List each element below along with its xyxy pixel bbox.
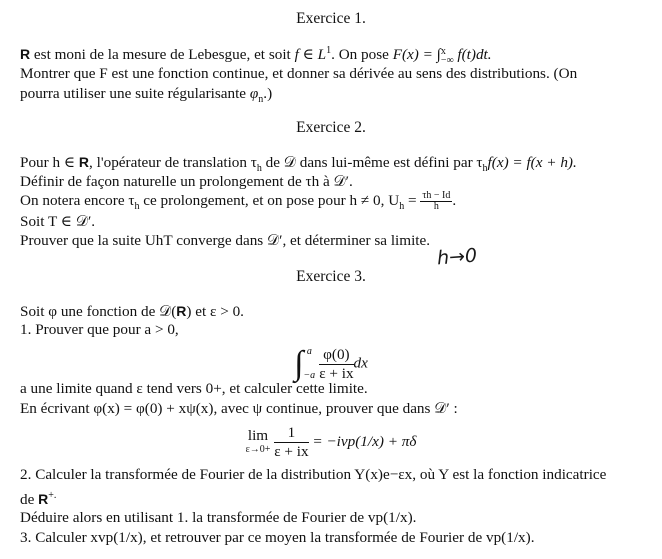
reals-symbol: R — [78, 154, 90, 170]
exercise-3-line-1: Soit φ une fonction de 𝒟(R) et ε > 0. — [20, 303, 244, 320]
integral-sign: ∫ — [294, 345, 304, 382]
exercise-3-title: Exercice 3. — [296, 268, 366, 285]
exercise-2-line-5: Prouver que la suite UhT converge dans 𝒟′, et déterminer sa limite. — [20, 232, 431, 249]
integral-formula: ∫ a −a $\frac{\varphi(0)}{\varepsilon + ix}$ dx — [294, 345, 368, 382]
exercise-2-line-4: Soit T ∈ 𝒟′. — [20, 213, 96, 230]
handwritten-note: h→0 — [436, 244, 478, 270]
exercise-1-line-3: pourra utiliser une suite régularisante $\varphi_n$.) — [20, 85, 273, 106]
exercise-3-line-2: 1. Prouver que pour a > 0, — [20, 321, 179, 338]
reals-symbol: R — [176, 303, 187, 319]
exercise-2-line-2: Définir de façon naturelle un prolongement de τh à 𝒟′. — [20, 173, 353, 190]
exercise-2-line-3: On notera encore $\tau_h$ ce prolongement, et on pose pour h ≠ 0, $U_h$ = $\frac{\tau h - Id}{h}$ . — [20, 190, 457, 213]
exercise-3-line-5: 2. Calculer la transformée de Fourier de la distribution Y(x)e−εx, où Y est la fonction indicatrice — [20, 466, 607, 483]
exercise-1-title: Exercice 1. — [296, 10, 366, 27]
exercise-3-line-3: a une limite quand ε tend vers 0+, et calculer cette limite. — [20, 380, 368, 397]
reals-symbol: R — [38, 491, 49, 508]
exercise-1-line-1: R est moni de la mesure de Lebesgue, et soit f ∈ $L^1$. On pose F(x) = ∫ x −∞ f(t)dt. — [20, 45, 492, 66]
translation-quotient: $\frac{\tau h - Id}{h}$ — [422, 190, 451, 212]
limit-formula: lim ε→0+ $\frac{1}{\varepsilon + ix}$ = −ivp(1/x) + πδ — [245, 424, 417, 460]
exercise-2-title: Exercice 2. — [296, 119, 366, 136]
exercise-3-line-8: 3. Calculer xvp(1/x), et retrouver par ce moyen la transformée de Fourier de vp(1/x). — [20, 529, 535, 546]
exercise-1-line-2: Montrer que F est une fonction continue, et donner sa dérivée au sens des distributions. (On — [20, 65, 578, 82]
exercise-3-line-7: Déduire alors en utilisant 1. la transformée de Fourier de vp(1/x). — [20, 509, 417, 526]
exercise-2-line-1: Pour h ∈ R, l'opérateur de translation $\tau_h$ de 𝒟 dans lui-même est défini par $\tau_hf(x) = f(x + h)$. — [20, 154, 577, 175]
reals-symbol: R — [20, 46, 31, 63]
exercise-3-line-4: En écrivant φ(x) = φ(0) + xψ(x), avec ψ continue, prouver que dans 𝒟′ : — [20, 400, 458, 417]
exercise-3-line-6: de R+. — [20, 490, 57, 509]
